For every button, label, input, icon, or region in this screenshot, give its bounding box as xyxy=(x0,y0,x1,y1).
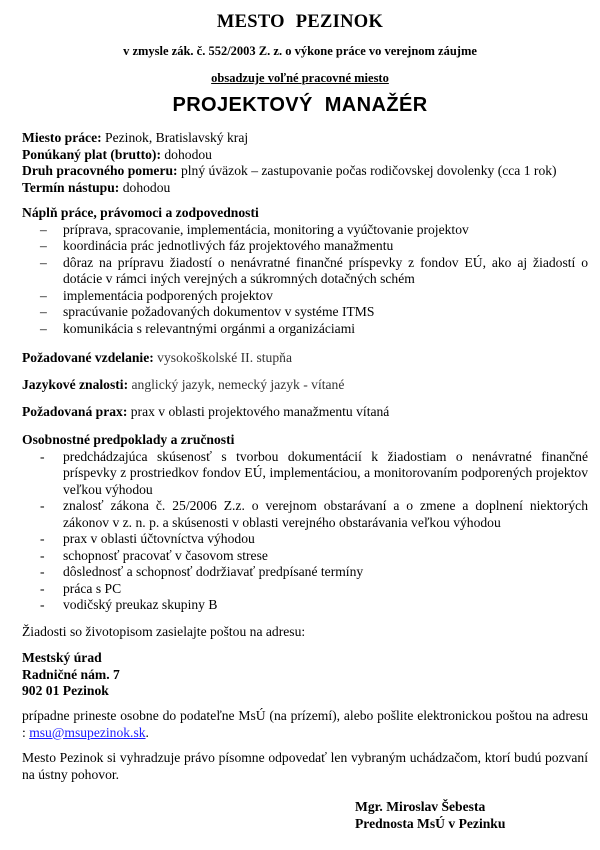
detail-salary xyxy=(22,147,588,164)
duties-list xyxy=(22,222,588,338)
education-label: Požadované vzdelanie: xyxy=(22,350,154,365)
signatory-name: Mgr. Miroslav Šebesta xyxy=(355,799,486,814)
languages-value: anglický jazyk, nemecký jazyk - vítané xyxy=(128,377,345,392)
dash-bullet: - xyxy=(40,564,45,579)
detail-label: Termín nástupu: xyxy=(22,179,120,195)
practice-label: Požadovaná prax: xyxy=(22,404,128,419)
list-item: - vodičský preukaz skupiny B xyxy=(40,597,218,612)
position-title: PROJEKTOVÝ MANAŽÉR xyxy=(172,94,428,116)
skills-section xyxy=(22,432,588,614)
document-title: MESTO PEZINOK xyxy=(216,12,384,32)
detail-value: dohodou xyxy=(160,146,212,162)
list-item: – dôraz na prípravu žiadostí o nenávratné finančné príspevky z fondov EÚ, ako aj žiadostí o dotácie v rámci iných verejných a súkromných dotačných schém xyxy=(40,254,588,286)
practice-line xyxy=(22,404,588,421)
dash-bullet: – xyxy=(40,287,47,303)
languages-label: Jazykové znalosti: xyxy=(22,377,129,392)
list-item: - schopnosť pracovať v časovom strese xyxy=(40,547,268,563)
contact-paragraph: prípadne prineste osobne do podateľne MsÚ (na prízemí), alebo pošlite elektronickou poštou na adresu : msu@msupezinok.sk. xyxy=(22,708,588,740)
duties-section xyxy=(22,205,588,337)
list-item: – implementácia podporených projektov xyxy=(40,287,273,303)
dash-bullet: – xyxy=(40,320,47,336)
detail-label: Ponúkaný plat (brutto): xyxy=(22,146,161,162)
duties-heading: Náplň práce, právomoci a zodpovednosti xyxy=(22,205,259,220)
detail-place xyxy=(22,130,588,147)
dash-bullet: - xyxy=(40,547,45,563)
address-line: Mestský úrad xyxy=(22,650,102,665)
education-line xyxy=(22,350,588,367)
list-item: - prax v oblasti účtovníctva výhodou xyxy=(40,531,255,546)
dash-bullet: – xyxy=(40,254,47,270)
list-item: - predchádzajúca skúsenosť s tvorbou dokumentácií k žiadostiam o nenávratné finančné príspevky z prostriedkov fondov EÚ, implementáciou, a monitorovaním podporených projektov veľkou výhodou xyxy=(40,448,588,497)
dash-bullet: – xyxy=(40,221,47,237)
note-paragraph: Mesto Pezinok si vyhradzuje právo písomne odpovedať len vybraným uchádzačom, ktorí budú pozvaní na ústny pohovor. xyxy=(22,750,588,782)
vacancy-note: obsadzuje voľné pracovné miesto xyxy=(211,71,389,85)
practice-value: prax v oblasti projektového manažmentu vítaná xyxy=(127,404,390,419)
law-reference: v zmysle zák. č. 552/2003 Z. z. o výkone práce vo verejnom záujme xyxy=(123,44,477,58)
list-item: - dôslednosť a schopnosť dodržiavať predpísané termíny xyxy=(40,564,364,579)
job-details xyxy=(22,130,588,196)
list-item: – koordinácia prác jednotlivých fáz projektového manažmentu xyxy=(40,238,394,253)
dash-bullet: - xyxy=(40,448,45,464)
dash-bullet: - xyxy=(40,498,45,513)
apply-instruction: Žiadosti so životopisom zasielajte poštou na adresu: xyxy=(22,624,306,639)
detail-employment-type xyxy=(22,163,588,180)
signatory-title: Prednosta MsÚ v Pezinku xyxy=(355,816,506,831)
dash-bullet: - xyxy=(40,531,45,546)
detail-start-date xyxy=(22,180,588,197)
detail-label: Druh pracovného pomeru: xyxy=(22,163,178,178)
detail-label: Miesto práce: xyxy=(22,130,102,145)
address-line: Radničné nám. 7 xyxy=(22,666,120,682)
dash-bullet: - xyxy=(40,597,45,612)
detail-value: dohodou xyxy=(119,179,171,195)
list-item: - práca s PC xyxy=(40,580,122,596)
skills-list xyxy=(22,449,588,614)
dash-bullet: – xyxy=(40,304,47,319)
list-item: - znalosť zákona č. 25/2006 Z.z. o verejnom obstarávaní a o zmene a doplnení niektorých zákonov v z. n. p. a skúsenosti v oblasti verejného obstarávania veľkou výhodou xyxy=(40,498,588,530)
list-item: – spracúvanie požadovaných dokumentov v systéme ITMS xyxy=(40,304,375,319)
contact-text: prípadne prineste osobne do podateľne MsÚ (na prízemí), alebo pošlite elektronickou poštou na adresu : xyxy=(22,708,588,740)
dash-bullet: - xyxy=(40,580,45,596)
address-line: 902 01 Pezinok xyxy=(22,683,109,698)
languages-line xyxy=(22,377,588,394)
dash-bullet: – xyxy=(40,238,47,253)
signature-block xyxy=(355,798,505,832)
postal-address xyxy=(22,650,588,700)
skills-heading: Osobnostné predpoklady a zručnosti xyxy=(22,432,235,447)
list-item: – príprava, spracovanie, implementácia, monitoring a vyúčtovanie projektov xyxy=(40,221,469,237)
detail-value: Pezinok, Bratislavský kraj xyxy=(101,130,249,145)
detail-value: plný úväzok – zastupovanie počas rodičovskej dovolenky (cca 1 rok) xyxy=(177,163,557,178)
email-link[interactable]: msu@msupezinok.sk xyxy=(29,724,146,740)
list-item: – komunikácia s relevantnými orgánmi a organizáciami xyxy=(40,320,356,336)
education-value: vysokoškolské II. stupňa xyxy=(153,350,292,365)
